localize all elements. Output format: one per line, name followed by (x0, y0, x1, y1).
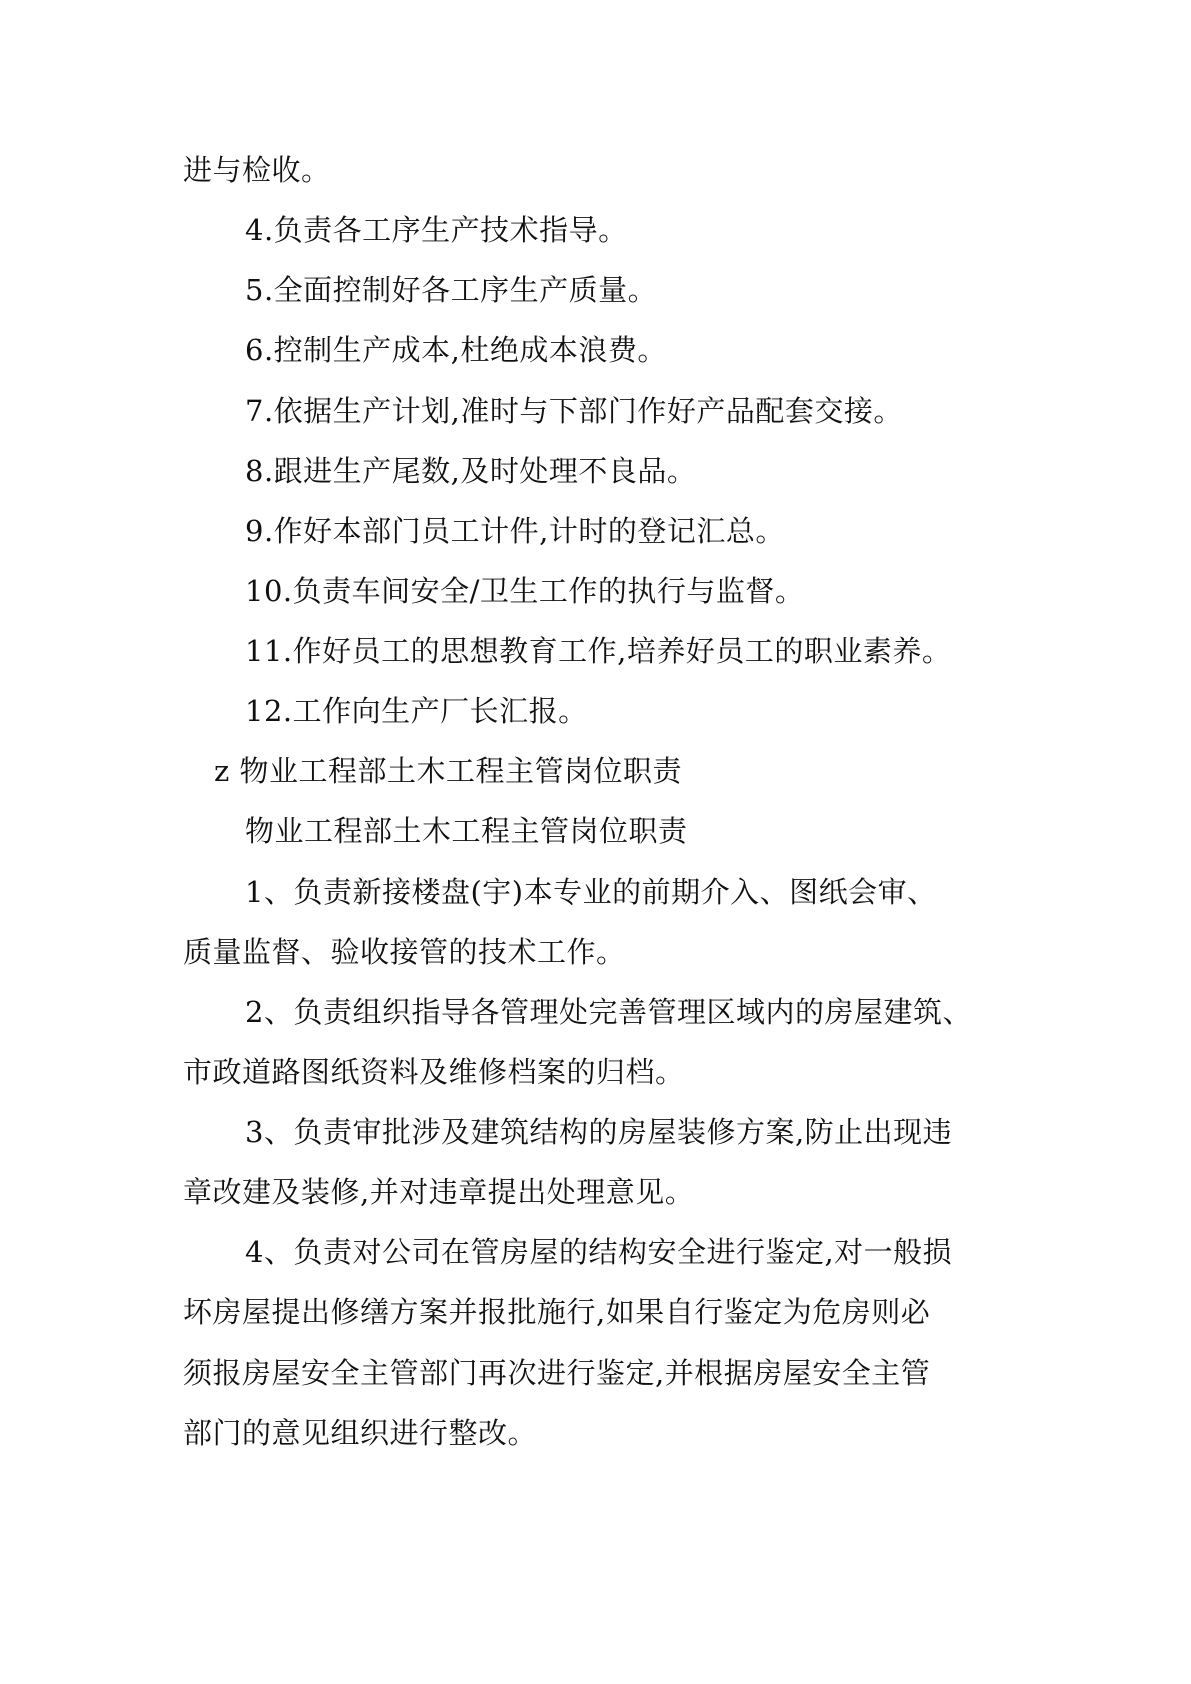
list-item-10: 10.负责车间安全/卫生工作的执行与监督。 (245, 574, 805, 608)
list-item-5: 5.全面控制好各工序生产质量。 (245, 273, 658, 307)
section-heading: z 物业工程部土木工程主管岗位职责 (214, 754, 682, 788)
list-item-9: 9.作好本部门员工计件,计时的登记汇总。 (245, 514, 785, 548)
duty-1-line-2: 质量监督、验收接管的技术工作。 (183, 935, 626, 969)
paragraph-continuation: 进与检收。 (183, 153, 331, 187)
list-item-12: 12.工作向生产厂长汇报。 (245, 694, 588, 728)
duty-2-line-2: 市政道路图纸资料及维修档案的归档。 (183, 1055, 685, 1089)
list-item-4: 4.负责各工序生产技术指导。 (245, 213, 628, 247)
duty-3-line-2: 章改建及装修,并对违章提出处理意见。 (183, 1175, 695, 1209)
duty-3-line-1: 3、负责审批涉及建筑结构的房屋装修方案,防止出现违 (245, 1115, 953, 1149)
duty-2-line-1: 2、负责组织指导各管理处完善管理区域内的房屋建筑、 (245, 995, 972, 1029)
duty-4-line-3: 须报房屋安全主管部门再次进行鉴定,并根据房屋安全主管 (183, 1356, 931, 1390)
list-item-6: 6.控制生产成本,杜绝成本浪费。 (245, 333, 667, 367)
duty-4-line-1: 4、负责对公司在管房屋的结构安全进行鉴定,对一般损 (245, 1235, 953, 1269)
duty-4-line-4: 部门的意见组织进行整改。 (183, 1416, 538, 1450)
section-title: 物业工程部土木工程主管岗位职责 (245, 814, 688, 848)
list-item-7: 7.依据生产计划,准时与下部门作好产品配套交接。 (245, 394, 903, 428)
list-item-8: 8.跟进生产尾数,及时处理不良品。 (245, 454, 697, 488)
duty-1-line-1: 1、负责新接楼盘(宇)本专业的前期介入、图纸会审、 (245, 875, 937, 909)
list-item-11: 11.作好员工的思想教育工作,培养好员工的职业素养。 (245, 634, 952, 668)
duty-4-line-2: 坏房屋提出修缮方案并报批施行,如果自行鉴定为危房则必 (183, 1295, 931, 1329)
